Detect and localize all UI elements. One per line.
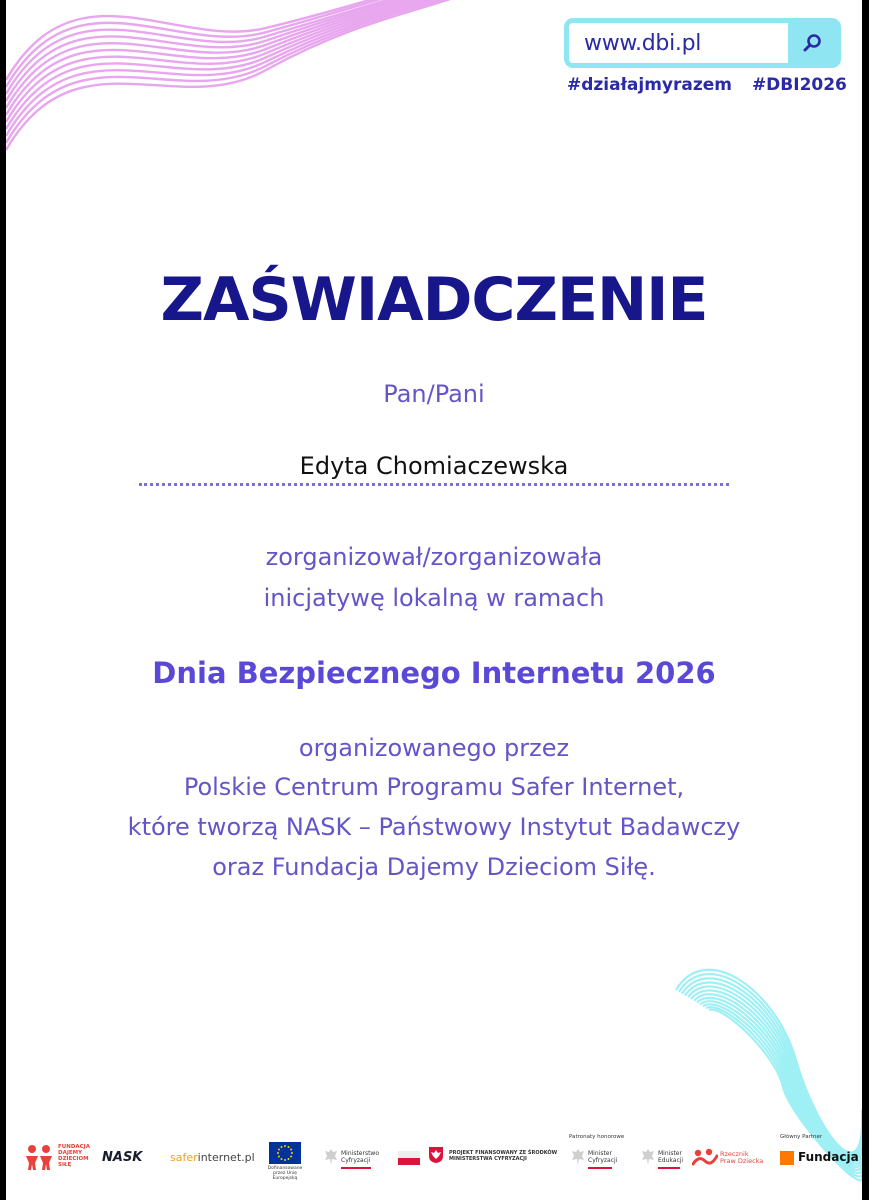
hashtags (567, 75, 861, 95)
url-search-box[interactable] (564, 18, 841, 68)
rpd-logo (692, 1148, 764, 1170)
fdds-text-3: DZIECIOM (58, 1156, 89, 1162)
nask-logo: NASK (102, 1150, 143, 1165)
project-funding-logo (428, 1146, 558, 1168)
organizer-line-2: Polskie Centrum Programu Safer Internet, (183, 773, 685, 801)
orange-square-icon (780, 1151, 794, 1165)
project-text-2: MINISTERSTWA CYFRYZACJI (449, 1156, 527, 1162)
min-cyf-underline (341, 1167, 371, 1169)
certificate-title: ZAŚWIADCZENIE (160, 265, 708, 335)
fundacja-text: Fundacja (798, 1150, 859, 1164)
eagle-emblem-icon (641, 1148, 655, 1166)
recipient-name: Edyta Chomiaczewska (299, 452, 569, 480)
eu-flag-logo (267, 1142, 303, 1181)
url-text: www.dbi.pl (584, 31, 702, 56)
hashtag-dzialajmyrazem: #działajmyrazem (567, 75, 733, 95)
polish-emblem-icon (428, 1146, 444, 1164)
min-cyf-text-1: Ministerstwo (341, 1150, 380, 1157)
min-cyf-text-2: Cyfryzacji (341, 1157, 371, 1164)
minister-cyf-text-1: Minister (588, 1150, 612, 1157)
project-text-1: PROJEKT FINANSOWANY ZE ŚRODKÓW (449, 1150, 558, 1156)
minister-edu-text-1: Minister (658, 1150, 682, 1157)
polish-flag-logo (398, 1150, 420, 1169)
eu-caption: Dofinansowane przez Unię Europejską (267, 1166, 303, 1181)
eu-flag-icon (269, 1142, 301, 1164)
rpd-text-2: Praw Dziecka (720, 1157, 764, 1165)
children-icon (24, 1144, 54, 1170)
eagle-emblem-icon (571, 1148, 585, 1166)
fdds-logo (24, 1144, 90, 1174)
minister-cyfryzacji-logo (571, 1148, 618, 1170)
certificate-page (6, 0, 862, 1200)
fdds-text-4: SIŁĘ (58, 1162, 72, 1168)
main-partner-label: Główny Partner (780, 1134, 823, 1140)
minister-edukacji-logo (641, 1148, 684, 1170)
minister-edu-underline (658, 1167, 680, 1169)
organizer-line-3: które tworzą NASK – Państwowy Instytut Badawczy (127, 813, 741, 841)
safer-text: safer (170, 1151, 198, 1164)
minister-cyf-underline (588, 1167, 612, 1169)
organizer-line-4: oraz Fundacja Dajemy Dzieciom Siłę. (212, 853, 656, 881)
rpd-text-1: Rzecznik (720, 1150, 749, 1158)
event-name: Dnia Bezpiecznego Internetu 2026 (152, 656, 716, 690)
minister-edu-text-2: Edukacji (658, 1157, 684, 1164)
action-line-1: zorganizował/zorganizowała (265, 543, 603, 571)
minister-cyf-text-2: Cyfryzacji (588, 1157, 618, 1164)
fdds-text-2: DAJEMY (58, 1150, 83, 1156)
saferinternet-logo (170, 1151, 255, 1164)
salutation: Pan/Pani (383, 380, 485, 408)
pink-wave-decoration (6, 0, 486, 160)
fdds-text-1: FUNDACJA (58, 1144, 90, 1150)
search-icon (801, 32, 823, 54)
search-button[interactable] (788, 23, 836, 63)
partner-logos-footer (24, 1130, 859, 1181)
internet-text: internet.pl (197, 1151, 255, 1164)
child-rights-icon (692, 1148, 718, 1166)
honorary-patronage-label: Patronaty honorowe (569, 1134, 625, 1140)
eagle-emblem-icon (324, 1148, 338, 1166)
action-line-2: inicjatywę lokalną w ramach (263, 584, 605, 612)
ministerstwo-cyfryzacji-logo (324, 1148, 380, 1170)
organizer-line-1: organizowanego przez (298, 734, 570, 762)
hashtag-dbi2026: #DBI2026 (751, 75, 847, 95)
polish-flag-icon (398, 1151, 420, 1165)
name-underline (139, 483, 729, 486)
